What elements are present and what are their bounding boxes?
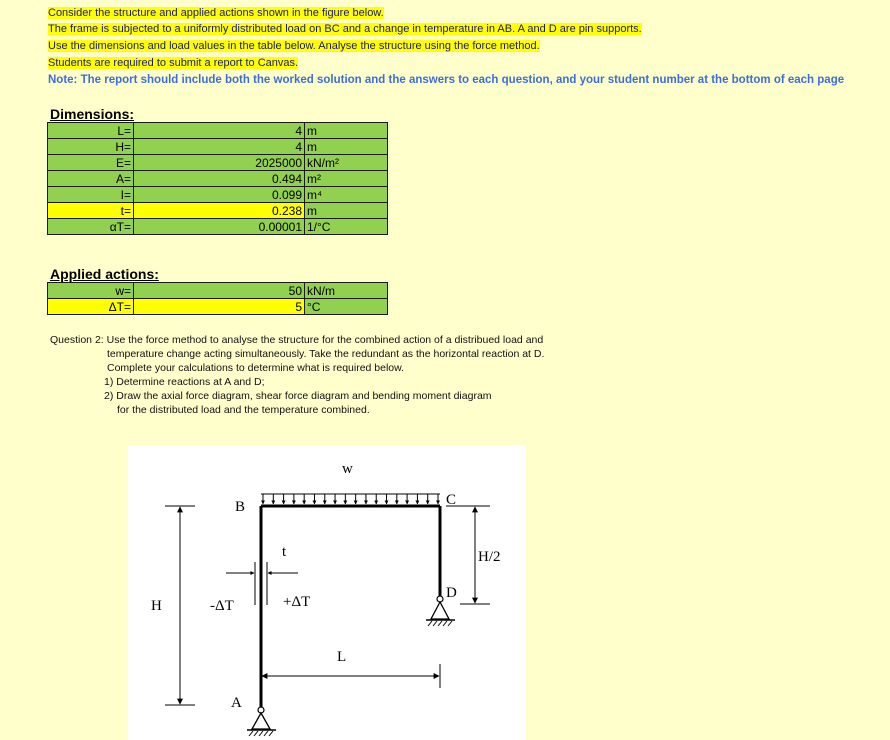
dimensions-title: Dimensions: — [50, 106, 135, 122]
table-row — [48, 171, 388, 187]
question-item-2: 2) Draw the axial force diagram, shear force diagram and bending moment diagram — [104, 390, 492, 402]
dim-unit-E: kN/m² — [305, 155, 388, 171]
intro-line-4 — [48, 55, 298, 71]
dim-label-E: E= — [48, 155, 134, 171]
dim-unit-A: m² — [305, 171, 388, 187]
dim-label-A: A= — [48, 171, 134, 187]
actions-title: Applied actions: — [50, 266, 159, 282]
action-label-dT: ΔT= — [48, 299, 134, 315]
action-unit-dT: °C — [305, 299, 388, 315]
dim-value-t[interactable]: 0.238 — [134, 203, 305, 219]
dimension-l — [262, 664, 440, 688]
dim-unit-alpha: 1/°C — [305, 219, 388, 235]
intro-line-2-text: The frame is subjected to a uniformly distributed load on BC and a change in temperature in AB. A and D are pin supports. — [48, 23, 642, 35]
actions-table — [47, 282, 388, 315]
table-row — [48, 219, 388, 235]
table-row — [48, 203, 388, 219]
dim-value-E[interactable]: 2025000 — [134, 155, 305, 171]
distributed-load — [261, 494, 440, 504]
question-line-3: Complete your calculations to determine what is required below. — [107, 362, 405, 374]
intro-line-1 — [48, 5, 384, 21]
dim-unit-L: m — [305, 123, 388, 139]
action-value-w[interactable]: 50 — [134, 283, 305, 299]
dim-unit-t: m — [305, 203, 388, 219]
dimensions-table — [47, 122, 388, 235]
dim-label-L: L= — [48, 123, 134, 139]
question-line-1: Question 2: Use the force method to analyse the structure for the combined action of a distribued load and — [50, 334, 544, 346]
table-row — [48, 123, 388, 139]
action-unit-w: kN/m — [305, 283, 388, 299]
label-plus-dt: +ΔT — [283, 594, 311, 610]
table-row — [48, 283, 388, 299]
question-item-1: 1) Determine reactions at A and D; — [104, 376, 265, 388]
label-minus-dt: -ΔT — [210, 598, 234, 614]
dim-label-H: H= — [48, 139, 134, 155]
intro-line-1-text: Consider the structure and applied actions shown in the figure below. — [48, 7, 384, 19]
label-b: B — [235, 499, 246, 515]
label-a: A — [231, 695, 242, 711]
dim-value-A[interactable]: 0.494 — [134, 171, 305, 187]
dim-value-H[interactable]: 4 — [134, 139, 305, 155]
action-label-w: w= — [48, 283, 134, 299]
label-l: L — [337, 649, 347, 665]
table-row — [48, 139, 388, 155]
question-item-2b: for the distributed load and the temperature combined. — [117, 404, 370, 416]
label-d: D — [446, 585, 457, 601]
dim-label-I: I= — [48, 187, 134, 203]
table-row — [48, 155, 388, 171]
intro-line-3 — [48, 38, 540, 54]
table-row — [48, 187, 388, 203]
label-h: H — [151, 598, 162, 614]
question-line-2: temperature change acting simultaneously. Take the redundant as the horizontal reaction at D. — [107, 348, 545, 360]
dim-value-alpha[interactable]: 0.00001 — [134, 219, 305, 235]
action-value-dT[interactable]: 5 — [134, 299, 305, 315]
dimension-h — [165, 506, 195, 705]
label-c: C — [446, 492, 457, 508]
frame-diagram — [128, 445, 526, 740]
dim-value-L[interactable]: 4 — [134, 123, 305, 139]
label-t: t — [282, 544, 287, 560]
dim-unit-I: m⁴ — [305, 187, 388, 203]
frame-figure — [128, 445, 526, 740]
report-note: Note: The report should include both the worked solution and the answers to each question, and your student number at the bottom of each page — [48, 74, 845, 86]
table-row — [48, 299, 388, 315]
pin-support-a — [247, 707, 276, 736]
dim-unit-H: m — [305, 139, 388, 155]
intro-line-4-text: Students are required to submit a report to Canvas. — [48, 57, 299, 69]
intro-line-3-text: Use the dimensions and load values in the table below. Analyse the structure using the force method. — [48, 40, 540, 52]
dim-value-I[interactable]: 0.099 — [134, 187, 305, 203]
dim-label-alpha: αT= — [48, 219, 134, 235]
label-w: w — [342, 461, 353, 477]
dim-label-t: t= — [48, 203, 134, 219]
label-half-h: H/2 — [478, 549, 501, 565]
intro-line-2 — [48, 21, 642, 37]
